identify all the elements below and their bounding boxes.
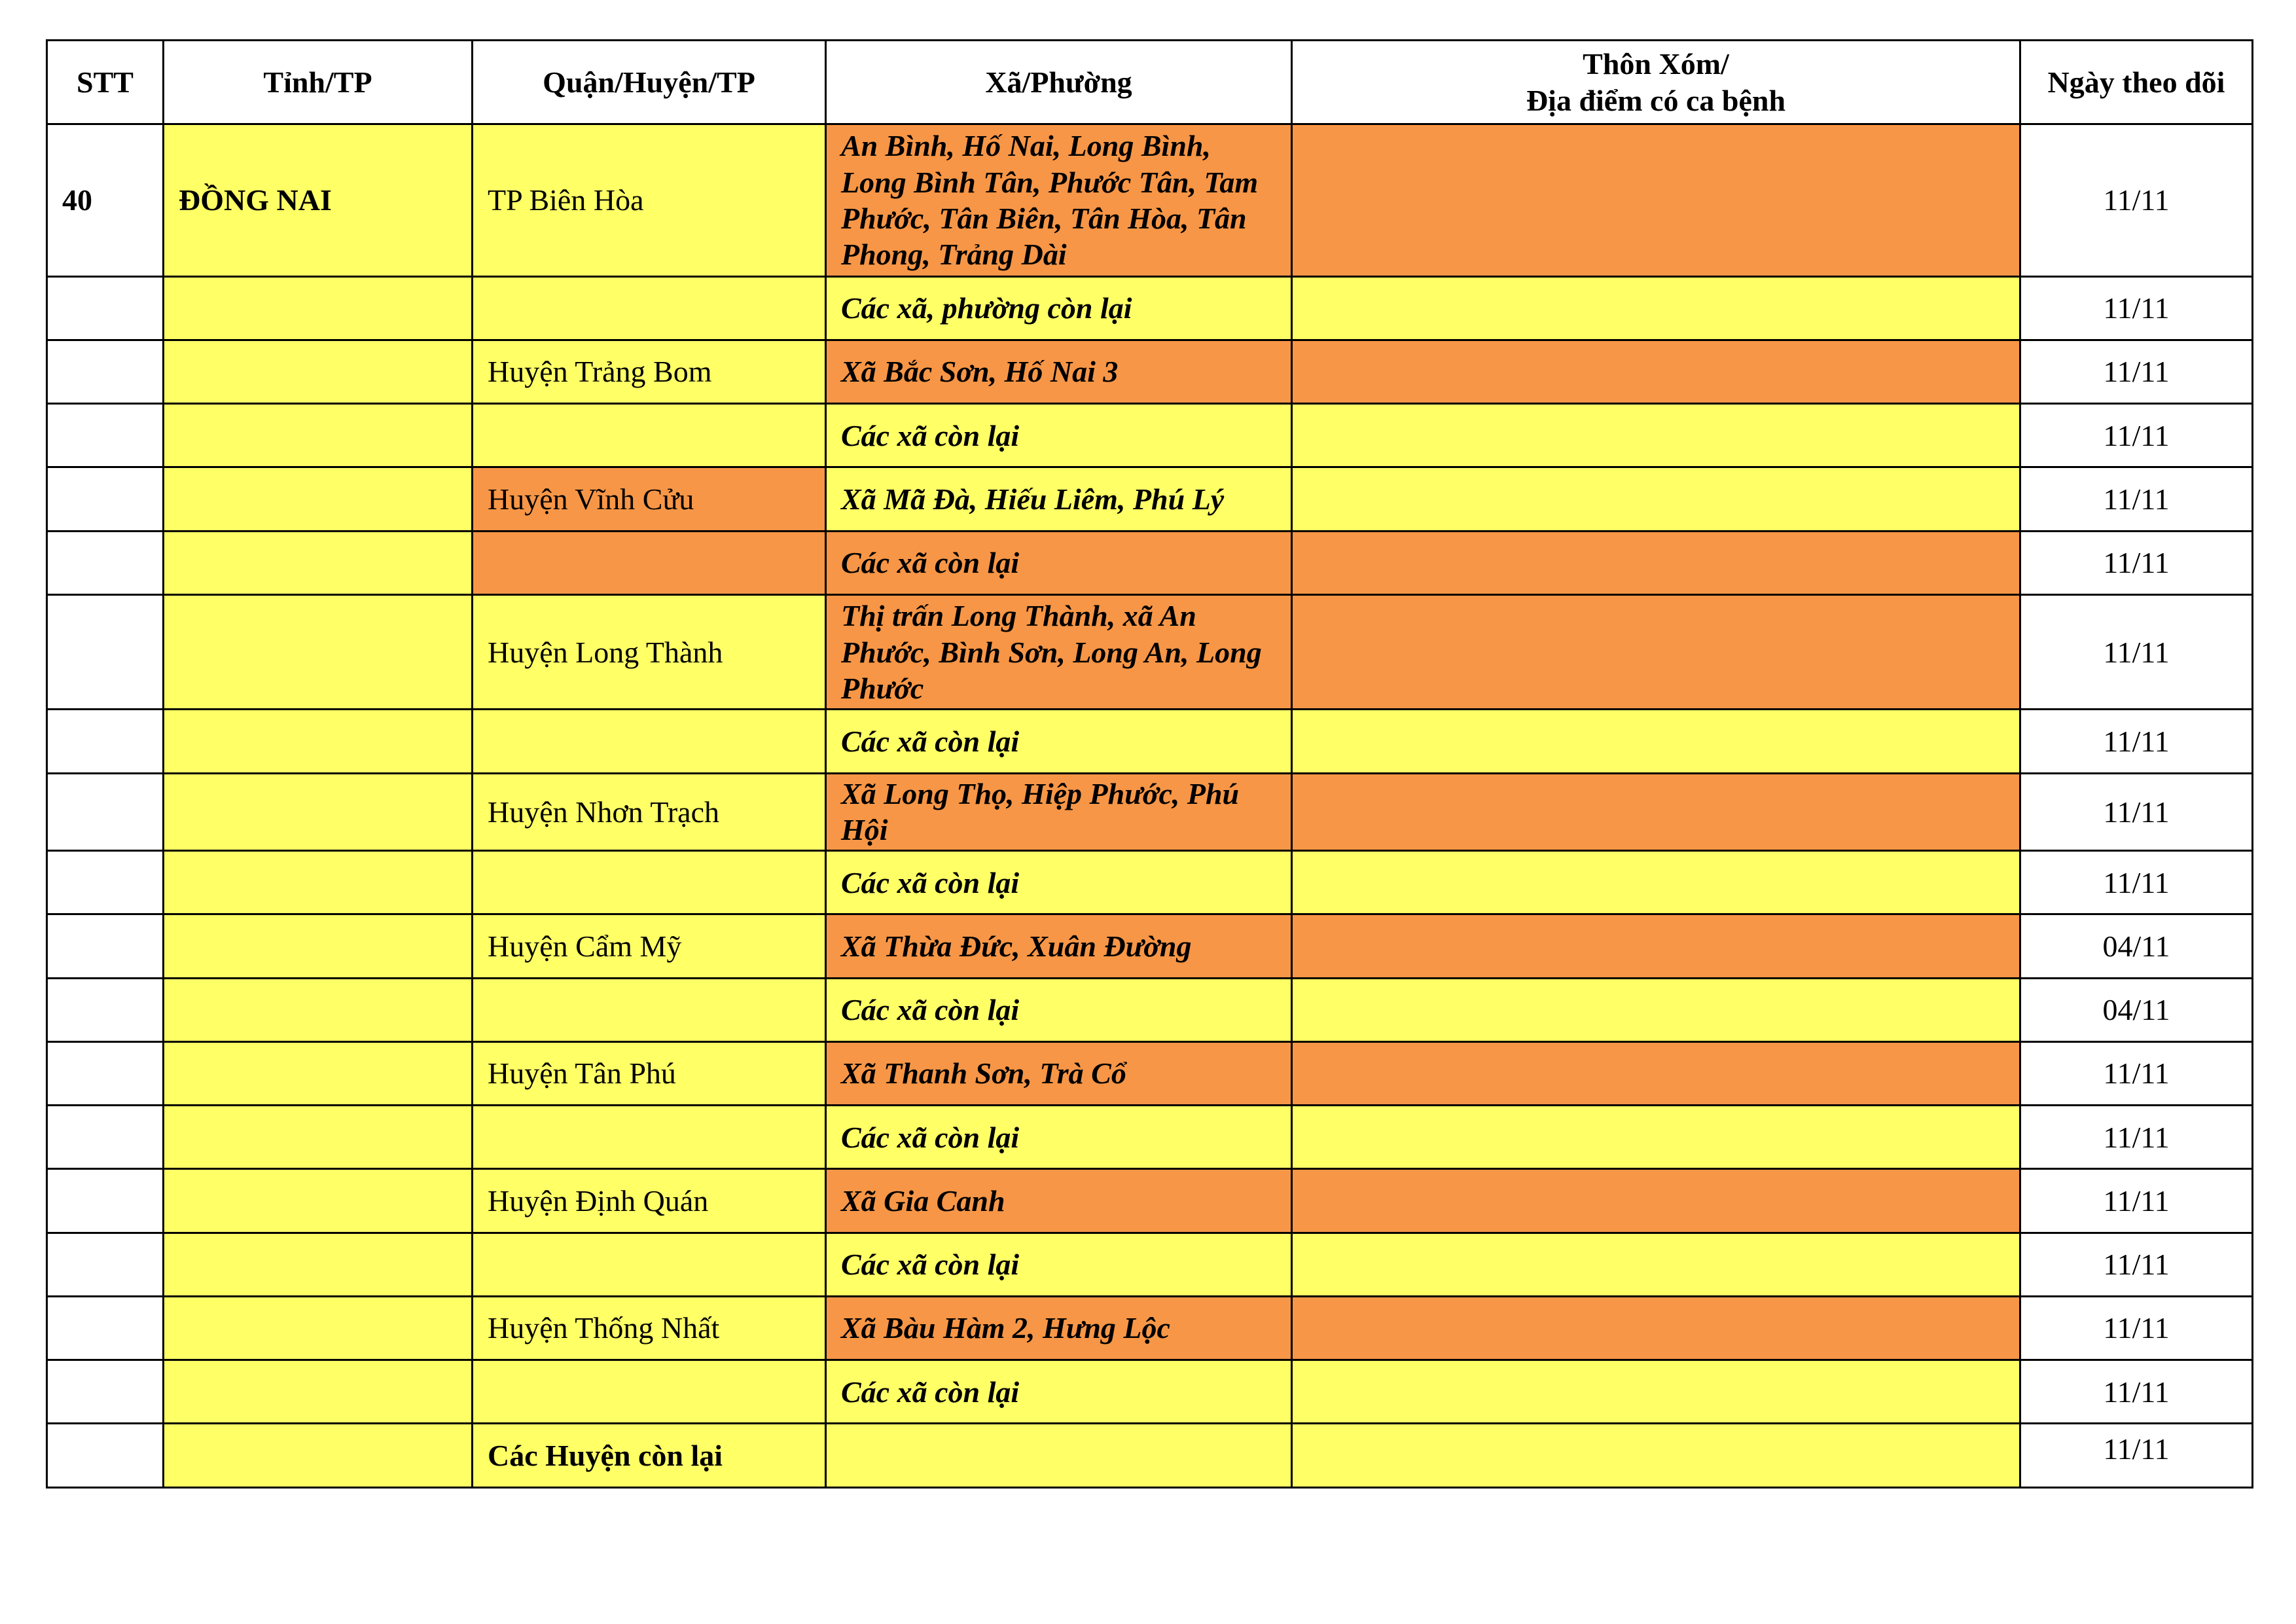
stt-cell xyxy=(47,978,164,1041)
ward-cell: Các xã còn lại xyxy=(826,851,1292,914)
hamlet-cell xyxy=(1292,773,2020,850)
province-cell xyxy=(164,276,473,340)
table-row xyxy=(47,1424,2253,1488)
header-hamlet xyxy=(1292,41,2020,124)
date-cell: 11/11 xyxy=(2020,276,2253,340)
ward-cell: Xã Bàu Hàm 2, Hưng Lộc xyxy=(826,1296,1292,1360)
province-cell xyxy=(164,467,473,531)
hamlet-cell xyxy=(1292,1233,2020,1296)
date-cell: 11/11 xyxy=(2020,1169,2253,1233)
date-cell: 11/11 xyxy=(2020,1424,2253,1488)
district-cell xyxy=(473,851,826,914)
date-cell: 11/11 xyxy=(2020,467,2253,531)
province-cell xyxy=(164,851,473,914)
province-cell xyxy=(164,978,473,1041)
table-row xyxy=(47,594,2253,710)
date-cell: 04/11 xyxy=(2020,914,2253,978)
date-cell: 11/11 xyxy=(2020,594,2253,710)
district-cell: Huyện Long Thành xyxy=(473,594,826,710)
hamlet-cell xyxy=(1292,1296,2020,1360)
province-cell xyxy=(164,1233,473,1296)
ward-cell: Xã Thừa Đức, Xuân Đường xyxy=(826,914,1292,978)
table-row xyxy=(47,1296,2253,1360)
district-cell: Huyện Trảng Bom xyxy=(473,340,826,403)
district-cell xyxy=(473,404,826,467)
district-cell xyxy=(473,276,826,340)
province-cell xyxy=(164,340,473,403)
province-cell xyxy=(164,1296,473,1360)
table-row xyxy=(47,340,2253,403)
hamlet-cell xyxy=(1292,404,2020,467)
district-cell: Huyện Nhơn Trạch xyxy=(473,773,826,850)
table-row xyxy=(47,1360,2253,1424)
district-cell xyxy=(473,1360,826,1424)
ward-cell: Các xã, phường còn lại xyxy=(826,276,1292,340)
province-cell xyxy=(164,1424,473,1488)
hamlet-cell xyxy=(1292,124,2020,277)
table-body xyxy=(47,124,2253,1488)
date-cell: 11/11 xyxy=(2020,124,2253,277)
ward-cell: Xã Gia Canh xyxy=(826,1169,1292,1233)
province-cell xyxy=(164,404,473,467)
header-date: Ngày theo dõi xyxy=(2020,41,2253,124)
table-row xyxy=(47,276,2253,340)
district-cell: Các Huyện còn lại xyxy=(473,1424,826,1488)
date-cell: 11/11 xyxy=(2020,710,2253,773)
hamlet-cell xyxy=(1292,710,2020,773)
hamlet-cell xyxy=(1292,978,2020,1041)
stt-cell xyxy=(47,594,164,710)
table-row xyxy=(47,710,2253,773)
hamlet-cell xyxy=(1292,1360,2020,1424)
province-cell xyxy=(164,1360,473,1424)
stt-cell xyxy=(47,914,164,978)
table-row xyxy=(47,531,2253,594)
district-cell: Huyện Thống Nhất xyxy=(473,1296,826,1360)
header-hamlet-line1: Thôn Xóm/ xyxy=(1583,47,1729,81)
date-cell: 11/11 xyxy=(2020,1360,2253,1424)
stt-cell xyxy=(47,851,164,914)
hamlet-cell xyxy=(1292,851,2020,914)
ward-cell: Xã Bắc Sơn, Hố Nai 3 xyxy=(826,340,1292,403)
district-cell xyxy=(473,710,826,773)
stt-cell xyxy=(47,773,164,850)
province-cell xyxy=(164,531,473,594)
table-row xyxy=(47,1041,2253,1105)
district-cell: Huyện Vĩnh Cửu xyxy=(473,467,826,531)
district-cell xyxy=(473,531,826,594)
ward-cell: Thị trấn Long Thành, xã An Phước, Bình Sơn, Long An, Long Phước xyxy=(826,594,1292,710)
hamlet-cell xyxy=(1292,594,2020,710)
province-cell xyxy=(164,914,473,978)
table-row xyxy=(47,914,2253,978)
date-cell: 11/11 xyxy=(2020,1233,2253,1296)
stt-cell xyxy=(47,1233,164,1296)
header-stt: STT xyxy=(47,41,164,124)
stt-cell xyxy=(47,1106,164,1169)
stt-cell xyxy=(47,467,164,531)
province-cell xyxy=(164,1106,473,1169)
date-cell: 11/11 xyxy=(2020,531,2253,594)
hamlet-cell xyxy=(1292,276,2020,340)
header-ward: Xã/Phường xyxy=(826,41,1292,124)
hamlet-cell xyxy=(1292,340,2020,403)
table-row xyxy=(47,1169,2253,1233)
hamlet-cell xyxy=(1292,1041,2020,1105)
province-cell xyxy=(164,1041,473,1105)
district-cell: Huyện Cẩm Mỹ xyxy=(473,914,826,978)
date-cell: 11/11 xyxy=(2020,340,2253,403)
ward-cell xyxy=(826,1424,1292,1488)
date-cell: 11/11 xyxy=(2020,851,2253,914)
district-cell: Huyện Tân Phú xyxy=(473,1041,826,1105)
table-row xyxy=(47,1233,2253,1296)
stt-cell: 40 xyxy=(47,124,164,277)
table-row xyxy=(47,978,2253,1041)
district-cell xyxy=(473,1233,826,1296)
ward-cell: Các xã còn lại xyxy=(826,1106,1292,1169)
ward-cell: Các xã còn lại xyxy=(826,531,1292,594)
district-cell: Huyện Định Quán xyxy=(473,1169,826,1233)
table-row xyxy=(47,124,2253,277)
table-row xyxy=(47,404,2253,467)
district-cell xyxy=(473,1106,826,1169)
hamlet-cell xyxy=(1292,1169,2020,1233)
date-cell: 11/11 xyxy=(2020,1106,2253,1169)
province-cell xyxy=(164,773,473,850)
header-district: Quận/Huyện/TP xyxy=(473,41,826,124)
date-cell: 11/11 xyxy=(2020,1041,2253,1105)
ward-cell: Xã Long Thọ, Hiệp Phước, Phú Hội xyxy=(826,773,1292,850)
header-hamlet-line2: Địa điểm có ca bệnh xyxy=(1526,83,1786,117)
ward-cell: Các xã còn lại xyxy=(826,710,1292,773)
stt-cell xyxy=(47,276,164,340)
ward-cell: Xã Thanh Sơn, Trà Cổ xyxy=(826,1041,1292,1105)
stt-cell xyxy=(47,340,164,403)
hamlet-cell xyxy=(1292,467,2020,531)
stt-cell xyxy=(47,1296,164,1360)
district-cell xyxy=(473,978,826,1041)
stt-cell xyxy=(47,710,164,773)
ward-cell: Các xã còn lại xyxy=(826,1360,1292,1424)
ward-cell: Xã Mã Đà, Hiếu Liêm, Phú Lý xyxy=(826,467,1292,531)
stt-cell xyxy=(47,1041,164,1105)
stt-cell xyxy=(47,1424,164,1488)
ward-cell: Các xã còn lại xyxy=(826,1233,1292,1296)
table-row xyxy=(47,851,2253,914)
hamlet-cell xyxy=(1292,531,2020,594)
stt-cell xyxy=(47,1360,164,1424)
province-cell xyxy=(164,594,473,710)
date-cell: 11/11 xyxy=(2020,1296,2253,1360)
table-row xyxy=(47,1106,2253,1169)
stt-cell xyxy=(47,404,164,467)
stt-cell xyxy=(47,1169,164,1233)
district-cell: TP Biên Hòa xyxy=(473,124,826,277)
ward-cell: An Bình, Hố Nai, Long Bình, Long Bình Tân, Phước Tân, Tam Phước, Tân Biên, Tân Hòa, Tân Phong, Trảng Dài xyxy=(826,124,1292,277)
ward-cell: Các xã còn lại xyxy=(826,978,1292,1041)
covid-zone-table xyxy=(46,39,2253,1489)
province-cell xyxy=(164,710,473,773)
stt-cell xyxy=(47,531,164,594)
province-cell xyxy=(164,1169,473,1233)
hamlet-cell xyxy=(1292,1106,2020,1169)
table-row xyxy=(47,467,2253,531)
date-cell: 04/11 xyxy=(2020,978,2253,1041)
province-cell: ĐỒNG NAI xyxy=(164,124,473,277)
hamlet-cell xyxy=(1292,914,2020,978)
table-row xyxy=(47,773,2253,850)
ward-cell: Các xã còn lại xyxy=(826,404,1292,467)
date-cell: 11/11 xyxy=(2020,404,2253,467)
hamlet-cell xyxy=(1292,1424,2020,1488)
date-cell: 11/11 xyxy=(2020,773,2253,850)
header-province: Tỉnh/TP xyxy=(164,41,473,124)
header-row xyxy=(47,41,2253,124)
